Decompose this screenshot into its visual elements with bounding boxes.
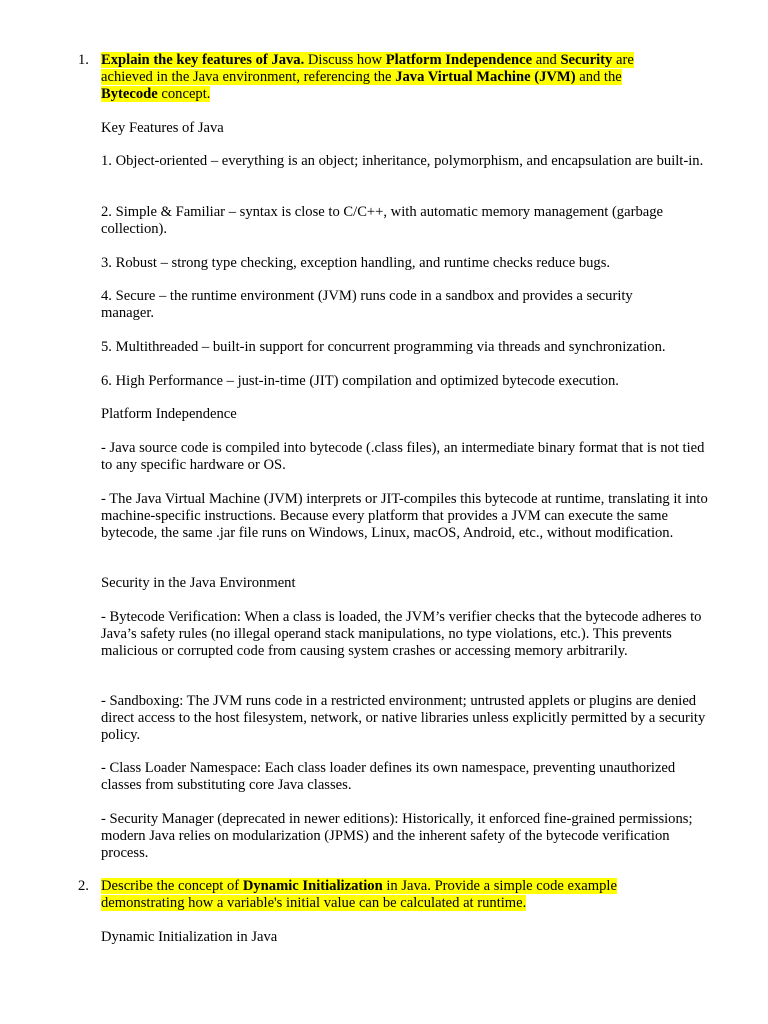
question-2: [78, 878, 678, 912]
paragraph: 3. Robust – strong type checking, exception handling, and runtime checks reduce bugs.: [101, 255, 611, 271]
paragraph: - Security Manager (deprecated in newer editions): Historically, it enforced fine-grained permissions; modern Java relies on modularization (JPMS) and the inherent safety of the bytecode verification process.: [101, 811, 693, 861]
paragraph: - The Java Virtual Machine (JVM) interprets or JIT-compiles this bytecode at runtime, translating it into machine-specific instructions. Because every platform that provides a JVM can execute the same bytecode, the same .jar file runs on Windows, Linux, macOS, Android, etc., without modification.: [101, 491, 708, 541]
paragraph: 2. Simple & Familiar – syntax is close to C/C++, with automatic memory management (garbage collection).: [101, 204, 663, 237]
paragraph: - Class Loader Namespace: Each class loader defines its own namespace, preventing unauthorized classes from substituting core Java classes.: [101, 760, 676, 793]
question-text: [101, 878, 678, 912]
text-run: concept.: [157, 85, 211, 102]
highlighted-text: [101, 878, 617, 911]
text-run: and: [532, 52, 561, 68]
section-heading: Security in the Java Environment: [101, 575, 296, 591]
question-number: 1.: [78, 52, 89, 68]
question-1: [78, 52, 678, 102]
question-number: 2.: [78, 878, 89, 894]
text-run: Describe the concept of: [101, 878, 243, 894]
paragraph: - Java source code is compiled into bytecode (.class files), an intermediate binary format that is not tied to any specific hardware or OS.: [101, 440, 705, 473]
bold-term: Bytecode: [101, 85, 158, 102]
bold-term: Java Virtual Machine (JVM): [395, 68, 576, 85]
paragraph: 6. High Performance – just-in-time (JIT) compilation and optimized bytecode execution.: [101, 373, 619, 389]
paragraph: - Bytecode Verification: When a class is loaded, the JVM’s verifier checks that the bytecode adheres to Java’s safety rules (no illegal operand stack manipulations, no type violations, etc.). This prevents malicious or corrupted code from causing system crashes or accessing memory arbitrarily.: [101, 609, 702, 659]
highlighted-text: [101, 52, 634, 102]
paragraph: - Sandboxing: The JVM runs code in a restricted environment; untrusted applets or plugins are denied direct access to the host filesystem, network, or native libraries unless explicitly permitted by a security policy.: [101, 693, 706, 743]
section-heading: Platform Independence: [101, 406, 237, 422]
bold-term: Platform Independence: [385, 52, 533, 68]
text-run: and the: [575, 68, 622, 85]
bold-term: Explain the key features of Java.: [101, 52, 305, 68]
text-run: Discuss how: [304, 52, 386, 68]
bold-term: Dynamic Initialization: [242, 878, 383, 894]
section-heading: Key Features of Java: [101, 120, 224, 136]
text-run: in Java. Provide a simple code example demonstrating how a variable's initial value can be calculated at runtime.: [101, 878, 617, 911]
text-run: are achieved in the Java environment, referencing the: [101, 52, 634, 85]
question-text: [101, 52, 678, 102]
section-heading: Dynamic Initialization in Java: [101, 929, 278, 945]
paragraph: 1. Object-oriented – everything is an object; inheritance, polymorphism, and encapsulation are built-in.: [101, 153, 704, 169]
paragraph: 5. Multithreaded – built-in support for concurrent programming via threads and synchronization.: [101, 339, 666, 355]
paragraph: 4. Secure – the runtime environment (JVM) runs code in a sandbox and provides a security manager.: [101, 288, 633, 321]
bold-term: Security: [560, 52, 613, 68]
